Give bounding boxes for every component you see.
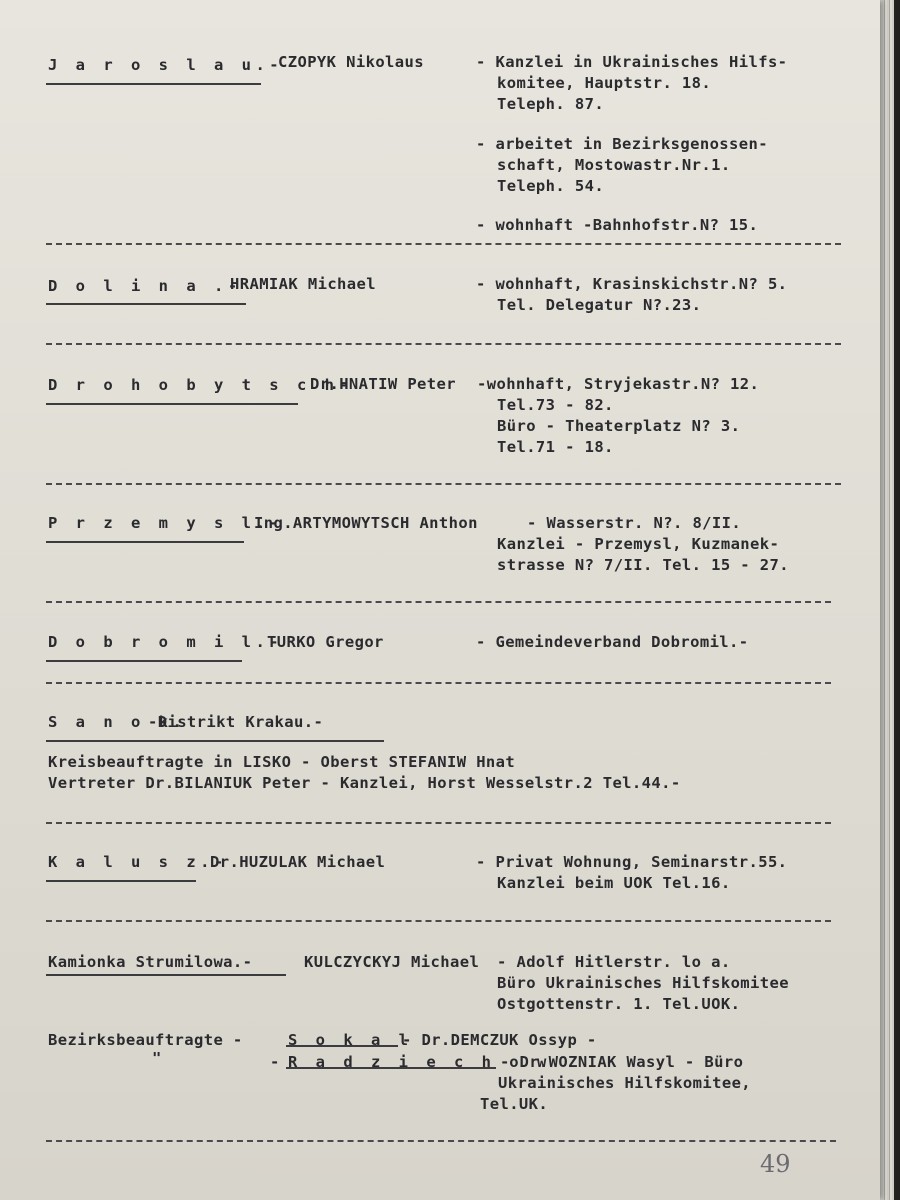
- entry-name: KULCZYCKYJ Michael: [304, 953, 480, 971]
- entry-detail: Tel.73 - 82.: [497, 396, 614, 414]
- underline: [46, 83, 261, 85]
- bezirk-line3: Ukrainisches Hilfskomitee,: [498, 1074, 752, 1092]
- separator-rule: [46, 1140, 836, 1142]
- entry-name: Dr.HNATIW Peter: [310, 375, 456, 393]
- entry-detail: - arbeitet in Bezirksgenossen-: [476, 135, 768, 153]
- entry-detail: komitee, Hauptstr. 18.: [497, 74, 712, 92]
- separator-rule: [46, 243, 841, 245]
- entry-detail: Tel.71 - 18.: [497, 438, 614, 456]
- underline: [46, 541, 244, 543]
- entry-name: CZOPYK Nikolaus: [278, 53, 424, 71]
- bezirk-place-radziechow: R a d z i e c h o w: [288, 1053, 551, 1071]
- entry-detail: - Gemeindeverband Dobromil.-: [476, 633, 749, 651]
- entry-place-dobromil: D o b r o m i l.-: [48, 633, 284, 651]
- entry-detail: schaft, Mostowastr.Nr.1.: [497, 156, 731, 174]
- bezirk-place-sokal: S o k a l: [288, 1031, 413, 1049]
- entry-detail: - Privat Wohnung, Seminarstr.55.: [476, 853, 788, 871]
- entry-detail: Büro - Theaterplatz N? 3.: [497, 417, 741, 435]
- underline: [46, 880, 196, 882]
- separator-rule: [46, 682, 831, 684]
- entry-place-przemysl: P r z e m y s l.-: [48, 514, 284, 532]
- entry-place-kalusz: K a l u s z.-: [48, 853, 228, 871]
- bezirk-line4: Tel.UK.: [480, 1095, 549, 1113]
- entry-detail: Kanzlei - Przemysl, Kuzmanek-: [497, 535, 780, 553]
- separator-rule: [46, 822, 831, 824]
- entry-detail: strasse N? 7/II. Tel. 15 - 27.: [497, 556, 789, 574]
- bezirk-line2-prefix: -: [270, 1053, 280, 1071]
- entry-place-kamionka: Kamionka Strumilowa.-: [48, 953, 253, 971]
- bezirk-line2-rest: - Dr.WOZNIAK Wasyl - Büro: [500, 1053, 744, 1071]
- separator-rule: [46, 483, 841, 485]
- entry-detail: Kreisbeauftragte in LISKO - Oberst STEFANIW Hnat: [48, 753, 516, 771]
- underline: [46, 740, 384, 742]
- ditto-mark: ": [152, 1049, 162, 1067]
- entry-detail: Teleph. 87.: [497, 95, 605, 113]
- underline: [46, 660, 242, 662]
- entry-detail: - Adolf Hitlerstr. lo a.: [497, 953, 731, 971]
- page-number: 49: [760, 1150, 791, 1178]
- underline: [286, 1045, 398, 1047]
- underline: [46, 303, 246, 305]
- entry-name: Ing.ARTYMOWYTSCH Anthon: [254, 514, 478, 532]
- entry-detail: Tel. Delegatur N?.23.: [497, 296, 702, 314]
- entry-name: Dr.HUZULAK Michael: [210, 853, 386, 871]
- entry-name: TURKO Gregor: [267, 633, 384, 651]
- entry-detail: Ostgottenstr. 1. Tel.UOK.: [497, 995, 741, 1013]
- entry-detail: Vertreter Dr.BILANIUK Peter - Kanzlei, Horst Wesselstr.2 Tel.44.-: [48, 774, 681, 792]
- entry-detail: -wohnhaft, Stryjekastr.N? 12.: [477, 375, 760, 393]
- entry-place-sanok: S a n o k.: [48, 713, 187, 731]
- separator-rule: [46, 920, 831, 922]
- bezirk-label: Bezirksbeauftragte -: [48, 1031, 243, 1049]
- underline: [286, 1067, 496, 1069]
- entry-detail: - wohnhaft, Krasinskichstr.N? 5.: [476, 275, 788, 293]
- entry-detail: - Wasserstr. N?. 8/II.: [527, 514, 742, 532]
- entry-detail: Büro Ukrainisches Hilfskomitee: [497, 974, 789, 992]
- entry-place-drohobytsch: D r o h o b y t s c h-: [48, 376, 353, 394]
- entry-name: HRAMIAK Michael: [230, 275, 376, 293]
- entry-place-jaroslau: J a r o s l a u.-: [48, 56, 284, 74]
- underline: [46, 403, 298, 405]
- entry-detail: - Kanzlei in Ukrainisches Hilfs-: [476, 53, 788, 71]
- entry-detail: Kanzlei beim UOK Tel.16.: [497, 874, 731, 892]
- bezirk-line1-rest: - Dr.DEMCZUK Ossyp -: [402, 1031, 597, 1049]
- entry-place-dolina: D o l i n a .-: [48, 277, 242, 295]
- separator-rule: [46, 601, 831, 603]
- entry-detail: Teleph. 54.: [497, 177, 605, 195]
- underline: [46, 974, 286, 976]
- entry-heading-rest: -Distrikt Krakau.-: [148, 713, 324, 731]
- separator-rule: [46, 343, 841, 345]
- entry-detail: - wohnhaft -Bahnhofstr.N? 15.: [476, 216, 759, 234]
